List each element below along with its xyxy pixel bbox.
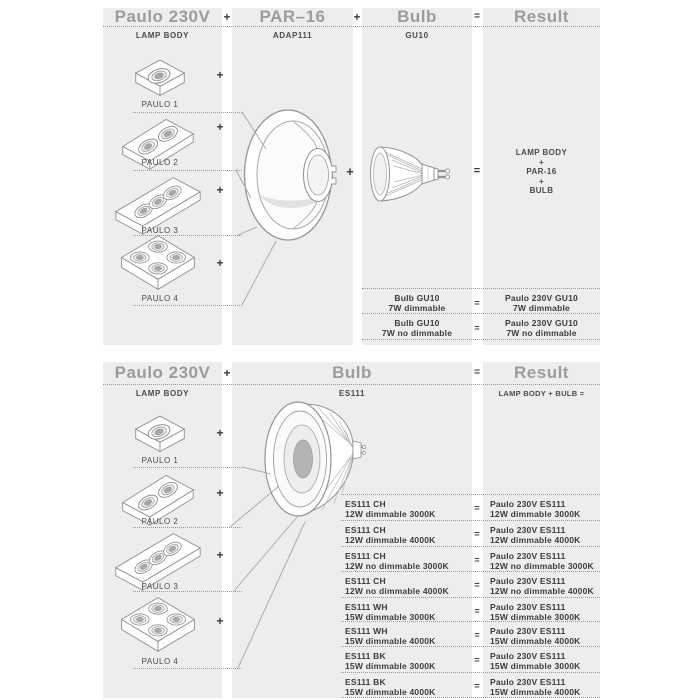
paulo-3-underline [133,591,242,592]
es111-row-result: Paulo 230V ES111 15W dimmable 4000K [490,677,581,697]
paulo-1-plus: + [216,426,224,440]
paulo-2-plus: + [216,120,224,134]
gu10-row-result: Paulo 230V GU10 7W dimmable [505,293,578,313]
paulo-4-underline [133,668,242,669]
es111-row-result: Paulo 230V ES111 12W dimmable 4000K [490,525,581,545]
paulo-4-underline [133,305,242,306]
paulo-1-label: PAULO 1 [141,100,179,109]
paulo-2-underline [133,527,242,528]
gu10-row-divider [362,339,600,340]
es111-row-divider [341,571,600,572]
es111-row-equals: = [474,606,480,616]
paulo-4-plus: + [216,614,224,628]
es111-row-result: Paulo 230V ES111 12W no dimmable 4000K [490,576,594,596]
paulo-2-plus: + [216,486,224,500]
es111-row-equals: = [474,630,480,640]
es111-row-divider [341,494,600,495]
top-header-equals: = [474,11,480,22]
gu10-row-bulb: Bulb GU10 7W no dimmable [381,318,453,338]
bottom-header-result: Result [514,363,569,382]
result-formula-line: PAR-16 [526,167,557,176]
es111-row-bulb: ES111 CH 12W dimmable 3000K [345,499,436,519]
top-header-plus-2: + [353,10,361,24]
es111-row-bulb: ES111 CH 12W no dimmable 4000K [345,576,449,596]
paulo-1-underline [133,112,242,113]
es111-row-divider [341,621,600,622]
result-formula-line: LAMP BODY [515,148,568,157]
paulo-3-plus: + [216,183,224,197]
es111-row-equals: = [474,555,480,565]
es111-row-divider [341,520,600,521]
gu10-row-bulb: Bulb GU10 7W dimmable [388,293,446,313]
assembly-equals: = [473,165,481,177]
paulo-1-lamp-icon [132,414,188,461]
es111-row-result: Paulo 230V ES111 15W dimmable 3000K [490,602,581,622]
top-header-plus-1: + [223,10,231,24]
paulo-1-underline [133,467,242,468]
gu10-row-divider [362,288,600,289]
es111-row-divider [341,597,600,598]
top-sub-adap111: ADAP111 [272,31,313,40]
es111-row-equals: = [474,580,480,590]
es111-row-divider [341,697,600,698]
es111-row-equals: = [474,681,480,691]
top-header-divider [103,26,600,27]
es111-row-equals: = [474,529,480,539]
es111-row-divider [341,672,600,673]
es111-row-bulb: ES111 CH 12W dimmable 4000K [345,525,436,545]
paulo-4-label: PAULO 4 [141,294,179,303]
paulo-2-underline [133,170,242,171]
es111-row-result: Paulo 230V ES111 12W dimmable 3000K [490,499,581,519]
assembly-plus: + [346,164,354,179]
paulo-4-lamp-icon [118,594,198,665]
es111-row-divider [341,546,600,547]
top-sub-gu10: GU10 [405,31,429,40]
paulo-3-label: PAULO 3 [141,226,179,235]
bottom-sub-result: LAMP BODY + BULB = [498,389,585,398]
gu10-row-equals: = [474,298,480,308]
result-formula [483,148,600,196]
top-header-result: Result [514,7,569,26]
paulo-2-label: PAULO 2 [141,158,179,167]
es111-row-bulb: ES111 BK 15W dimmable 3000K [345,651,436,671]
es111-row-result: Paulo 230V ES111 15W dimmable 4000K [490,626,581,646]
paulo-3-label: PAULO 3 [141,582,179,591]
top-header-par16: PAR–16 [259,7,326,26]
es111-row-equals: = [474,655,480,665]
bottom-sub-lampbody: LAMP BODY [135,389,190,398]
es111-row-bulb: ES111 WH 15W dimmable 4000K [345,626,436,646]
gu10-row-result: Paulo 230V GU10 7W no dimmable [505,318,578,338]
es111-row-bulb: ES111 WH 15W dimmable 3000K [345,602,436,622]
bottom-header-equals: = [474,367,480,378]
paulo-2-label: PAULO 2 [141,517,179,526]
es111-row-result: Paulo 230V ES111 15W dimmable 3000K [490,651,581,671]
top-header-paulo: Paulo 230V [114,7,211,26]
bottom-sub-es111: ES111 [338,389,366,398]
par16-adapter-icon [243,108,337,242]
bottom-header-bulb: Bulb [332,363,372,382]
result-formula-line: BULB [529,186,554,195]
gu10-row-divider [362,313,600,314]
gu10-row-equals: = [474,323,480,333]
top-header-bulb: Bulb [397,7,437,26]
paulo-1-lamp-icon [132,58,188,105]
result-formula-line: + [538,157,545,167]
paulo-1-label: PAULO 1 [141,456,179,465]
es111-row-result: Paulo 230V ES111 12W no dimmable 3000K [490,551,594,571]
paulo-4-label: PAULO 4 [141,657,179,666]
paulo-1-plus: + [216,68,224,82]
top-sub-lampbody: LAMP BODY [135,31,190,40]
bottom-header-paulo: Paulo 230V [114,363,211,382]
es111-row-bulb: ES111 BK 15W dimmable 4000K [345,677,436,697]
paulo-4-lamp-icon [118,232,198,303]
paulo-4-plus: + [216,256,224,270]
gu10-bulb-icon [367,142,453,206]
result-formula-line: + [538,176,545,186]
es111-row-bulb: ES111 CH 12W no dimmable 3000K [345,551,449,571]
es111-row-divider [341,646,600,647]
bottom-header-plus: + [223,366,231,380]
bottom-header-divider [103,384,600,385]
paulo-3-plus: + [216,548,224,562]
es111-row-equals: = [474,503,480,513]
